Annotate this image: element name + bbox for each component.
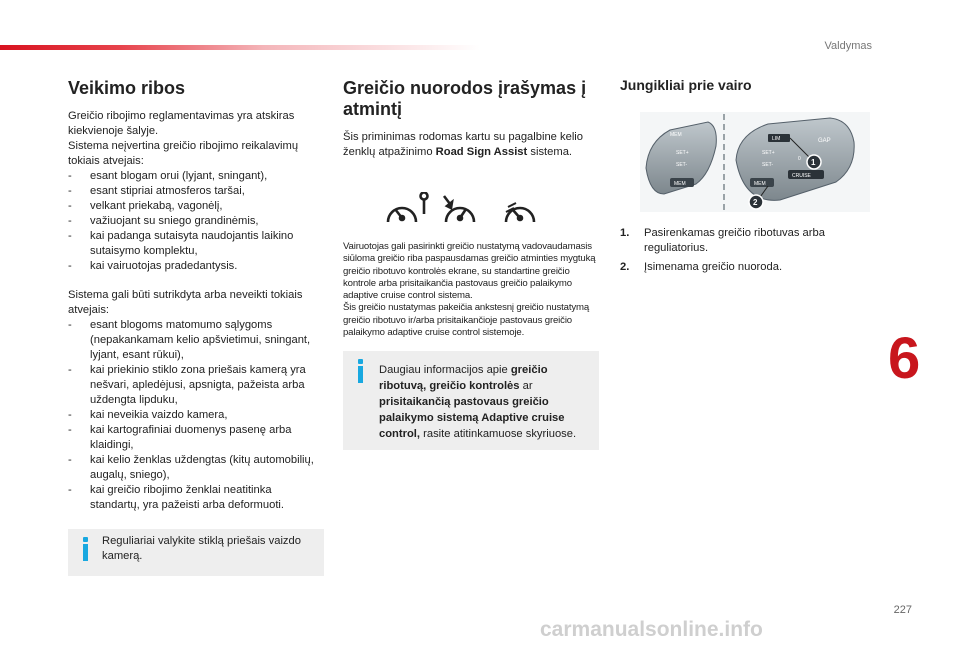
list-item-text: kai neveikia vaizdo kamera, (90, 409, 228, 421)
list-dash: - (68, 484, 72, 496)
list-item-text: esant blogoms matomumo sąlygoms (nepakankamam kelio apšvietimui, sningant, lyjant, esant rūkui), (90, 319, 311, 361)
item-number: 1. (620, 227, 630, 239)
list-item (68, 423, 324, 453)
list-dash: - (68, 170, 72, 182)
list-item-text: esant stipriai atmosferos taršai, (90, 185, 245, 197)
paragraph-not-considered: Sistema neįvertina greičio ribojimo reikalavimų tokiais atvejais: (68, 140, 299, 167)
top-accent-bar (0, 45, 480, 50)
list-item (68, 453, 324, 483)
adaptive-cruise-gauge-icon (506, 203, 534, 222)
list-item-text: esant blogam orui (lyjant, sningant), (90, 170, 268, 182)
paragraph-intro: Greičio ribojimo reglamentavimas yra atskiras kiekvienoje šalyje. (68, 110, 295, 137)
list-item-text: kai vairuotojas pradedantysis. (90, 260, 238, 272)
list-item (68, 483, 324, 513)
info-box-more-info (343, 351, 599, 450)
reminder-text-a: Šis priminimas rodomas kartu su pagalbine kelio ženklų atpažinimo (343, 131, 584, 158)
list-dash: - (68, 230, 72, 242)
list-item-text: kai kartografiniai duomenys pasenę arba klaidingi, (90, 424, 292, 451)
list-dash: - (68, 454, 72, 466)
list-dash: - (68, 364, 72, 376)
more-info-bold-1: greičio ribotuvą, greičio kontrolės (379, 364, 548, 393)
speed-limiter-gauge-icon (388, 193, 428, 223)
stalk-set-plus-right: SET+ (762, 150, 775, 156)
list-dash: - (68, 260, 72, 272)
column-speed-memory-body (343, 241, 599, 450)
numbered-list (620, 226, 870, 275)
list-item (68, 184, 324, 199)
info-icon (355, 359, 365, 383)
stalk-lim-label: LIM (772, 136, 781, 142)
list-item (68, 363, 324, 408)
list-item-text: kai padanga sutaisyta naudojantis laikino sutaisymo komplektu, (90, 230, 294, 257)
more-info-text-d: rasite atitinkamuose skyriuose. (420, 428, 577, 441)
page-number: 227 (893, 604, 912, 616)
list-item (68, 259, 324, 274)
column-steering-switches (620, 78, 870, 93)
callout-1-label: 1 (811, 158, 816, 167)
reminder-text-b: sistema. (527, 146, 573, 158)
stalk-mem-button-left: MEM (674, 181, 686, 187)
info-icon (80, 537, 90, 561)
list-item (68, 229, 324, 259)
steering-stalk-illustration (640, 112, 870, 212)
chapter-number: 6 (888, 326, 921, 391)
stalk-mem-label-left: MEM (670, 132, 682, 138)
info-text: Reguliariai valykite stiklą priešais vaizdo kamerą. (102, 535, 301, 562)
stalk-gap-label: GAP (818, 138, 831, 144)
speed-gauge-icons (384, 192, 544, 232)
stalk-set-minus-left: SET- (676, 162, 688, 168)
steering-switch-legend (620, 226, 870, 279)
paragraph-driver-select: Vairuotojas gali pasirinkti greičio nustatymą vadovaudamasis siūloma greičio riba paspausdamas greičio atminties mygtuką greičio ribotuvo kontrolės ekrane, su standartine greičio kontrole arba prisitaikančia pastovaus greičio palaikymo adaptive cruise control sistema. (343, 241, 596, 302)
list-dash: - (68, 215, 72, 227)
heading-steering-switches: Jungikliai prie vairo (620, 77, 752, 93)
stalk-set-minus-right: SET- (762, 162, 774, 168)
stalk-set-plus-left: SET+ (676, 150, 689, 156)
item-number: 2. (620, 261, 630, 273)
heading-speed-memory: Greičio nuorodos įrašymas į atmintį (343, 78, 587, 119)
list-dash: - (68, 185, 72, 197)
list-item (68, 169, 324, 184)
stalk-cruise-label: CRUISE (792, 173, 811, 179)
more-info-bold-2: prisitaikančią pastovaus greičio palaikymo sistemą Adaptive cruise control, (379, 396, 565, 441)
list-item-text: kai kelio ženklas uždengtas (kitų automobilių, augalų, sniego), (90, 454, 314, 481)
item-text: Įsimenama greičio nuoroda. (644, 261, 783, 273)
list-dash: - (68, 424, 72, 436)
numbered-item (620, 226, 870, 256)
stalk-zero-label: 0 (798, 156, 801, 162)
cruise-control-gauge-icon (444, 196, 474, 222)
list-not-considered (68, 169, 324, 274)
list-item-text: kai priekinio stiklo zona priešais kamerą yra nešvari, apledėjusi, apsnigta, pažeista arba uždengta lipduku, (90, 364, 306, 406)
list-item (68, 214, 324, 229)
list-item-text: kai greičio ribojimo ženklai neatitinka standartų, yra pažeisti arba deformuoti. (90, 484, 285, 511)
column-operating-limits (68, 78, 324, 576)
more-info-text-c: ar (519, 380, 533, 393)
paragraph-setting-replaces: Šis greičio nustatymas pakeičia ankstesnį greičio nustatymą greičio ribotuvo ir/arba prisitaikančioje pastovaus greičio palaikymo adaptive cruise control sistemoje. (343, 302, 590, 339)
more-info-text-a: Daugiau informacijos apie (379, 364, 511, 377)
paragraph-disrupted: Sistema gali būti sutrikdyta arba neveikti tokiais atvejais: (68, 289, 303, 316)
info-box-clean-windshield (68, 529, 324, 576)
list-item (68, 199, 324, 214)
item-text: Pasirenkamas greičio ribotuvas arba reguliatorius. (644, 227, 825, 254)
watermark: carmanualsonline.info (540, 618, 763, 641)
list-item (68, 318, 324, 363)
list-item-text: važiuojant su sniego grandinėmis, (90, 215, 259, 227)
section-title: Valdymas (824, 40, 872, 52)
list-item (68, 408, 324, 423)
stalk-mem-button-right: MEM (754, 181, 766, 187)
list-dash: - (68, 409, 72, 421)
road-sign-assist-label: Road Sign Assist (435, 146, 528, 158)
callout-2-label: 2 (753, 198, 758, 207)
heading-operating-limits: Veikimo ribos (68, 78, 186, 98)
list-dash: - (68, 200, 72, 212)
paragraph-reminder (343, 130, 599, 160)
list-item-text: velkant priekabą, vagonėlį, (90, 200, 223, 212)
column-speed-memory (343, 78, 599, 160)
list-dash: - (68, 319, 72, 331)
list-disrupted (68, 318, 324, 513)
numbered-item (620, 260, 870, 275)
